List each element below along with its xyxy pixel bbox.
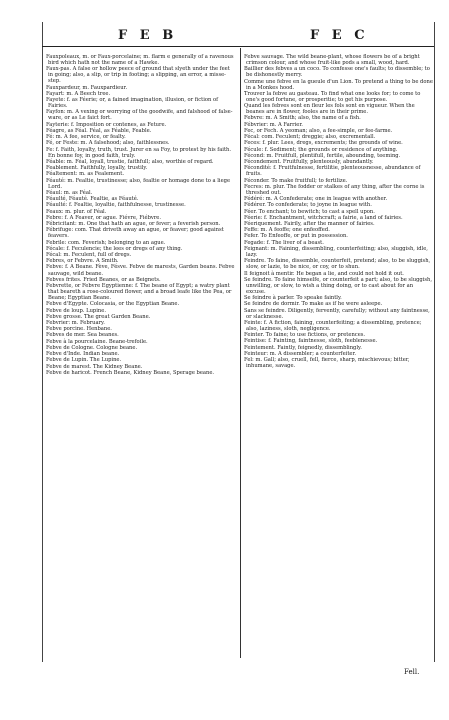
dictionary-entry: Faux-pas. A false or hollow peece of ground that slyeth under the feet in going; also, a slip, or trip in footing; a slipping, an error, a misse-step. bbox=[46, 66, 230, 85]
dictionary-entry: Fauxpardeur, m. Fauxpardieur. bbox=[46, 84, 128, 91]
dictionary-entry: Féaltement: m. as Fealement. bbox=[46, 171, 124, 178]
page-frame-right bbox=[434, 22, 435, 662]
dictionary-entry: Baillier des febves a un coco. To confesse one's faults; to dissemble; to be dishonestly merry. bbox=[244, 66, 430, 79]
dictionary-entry: Febve sauvage. The wild beane-plant, whose flowers be of a bright crimson colour, and whose fruit-like pods a small, wood, hard. bbox=[244, 54, 420, 67]
dictionary-entry: Feignant: m. Faining, dissembling, counterfeiting; also, sluggish, idle, lazy. bbox=[244, 245, 428, 258]
dictionary-entry: Febve d'Egypte. Colocasia, or the Egyptian Beane. bbox=[46, 301, 180, 308]
dictionary-entry: Feablement. Faithfully, loyally, trustily. bbox=[46, 165, 148, 172]
left-column bbox=[46, 54, 236, 376]
dictionary-entry: Fécale: f. Feculencie; the lees or dregs of any thing. bbox=[46, 245, 183, 252]
page-frame-left bbox=[42, 22, 43, 662]
dictionary-entry: Fébvrier: m. A Farrier. bbox=[244, 121, 303, 128]
dictionary-entry: Fécal: m. Feculent, full of dregs. bbox=[46, 252, 132, 258]
dictionary-entry: Fécondité: f. Fruitfulnesse, fertilitie, plenteousnesse, abundance of fruits. bbox=[244, 165, 421, 178]
dictionary-entry: Fayterie: f. Imposition or contenes, as Feture. bbox=[46, 121, 167, 128]
dictionary-entry: Fé: m. A fee, service, or fealty. bbox=[46, 134, 126, 141]
running-head-right: F E C bbox=[310, 28, 369, 43]
dictionary-entry: Feinter. To faine; to use fictions, or pretences. bbox=[244, 332, 366, 339]
dictionary-entry: Fécule: f. Sediment; the grounds or residence of anything. bbox=[244, 146, 398, 153]
dictionary-entry: Fegade: f. The liver of a beast. bbox=[244, 239, 324, 246]
dictionary-entry: Trouver la febve au gasteau. To find what one looks for; to come to one's good fortune, or prosperitie; to get his purpose. bbox=[244, 90, 421, 103]
dictionary-entry: Féerie: f. Enchantment, witchcraft; a fairie, a land of fairies. bbox=[244, 214, 403, 221]
dictionary-entry: Féaulté, Féauté. Fealtie, as Féauté. bbox=[46, 196, 139, 203]
dictionary-entry: Fédérer. To confederate; to joyne in league with. bbox=[244, 202, 372, 209]
dictionary-entry: Féauté: m. Fealtie, trustinesse; also, fealtie or homage done to a liege Lord. bbox=[46, 177, 231, 190]
dictionary-entry: Febvre: m. A Smith; also, the name of a fish. bbox=[244, 115, 361, 122]
dictionary-entry: Feaux: m. plur. of Féal. bbox=[46, 208, 107, 215]
dictionary-entry: Febrile: com. Feverish; belonging to an ague. bbox=[46, 239, 166, 246]
dictionary-entry: Fayete: f. as Féerie; or, a fained imagination, illusion, or fiction of Fairies. bbox=[46, 97, 219, 110]
dictionary-entry: Febve de loup. Lupine. bbox=[46, 307, 106, 314]
dictionary-entry: Febve de Cologne. Cologne beane. bbox=[46, 344, 138, 351]
dictionary-entry: Febve à la pourcelaine. Beane-trefoile. bbox=[46, 338, 148, 345]
dictionary-entry: Feffe: m. A feoffe; one enfeoffed. bbox=[244, 227, 330, 234]
dictionary-entry: Febves frites. Fried Beanes, or as Beignets. bbox=[46, 276, 161, 283]
dictionary-entry: Febve de marest. The Kidney Beane. bbox=[46, 363, 143, 370]
dictionary-entry: Feces: f. plur. Lees, dregs, excrements; the grounds of wine. bbox=[244, 140, 403, 147]
dictionary-entry: Quand les febves sont en fleur les fols sont en vigueur. When the beanes are in flower, fooles are in their prime. bbox=[244, 103, 415, 116]
dictionary-entry: Féconder. To make fruitfull; to fertilize. bbox=[244, 177, 348, 184]
dictionary-entry: Febve: f. A Beane. Fève, Fésve. Febve de marests, Garden beans. Febve sauvage, wild beane. bbox=[46, 264, 235, 277]
right-column bbox=[244, 54, 434, 369]
dictionary-entry: Febve de haricot. French Beane, Kidney Beane, Sperage beane. bbox=[46, 369, 215, 376]
dictionary-entry: Se feindre à parler. To speake faintly. bbox=[244, 295, 342, 302]
dictionary-entry: Féaul: m. as Féal. bbox=[46, 189, 93, 196]
dictionary-entry: Fébrifuge: com. That driveth away an ague, or feaver; good against feavers. bbox=[46, 227, 224, 240]
column-divider bbox=[240, 48, 241, 658]
dictionary-entry: Febve d'Inde. Indian beane. bbox=[46, 351, 120, 358]
dictionary-entry: Féaulté: f. Fealtie, loyaltie, faithfulnesse, trustinesse. bbox=[46, 202, 186, 209]
dictionary-entry: Fayfon: m. A vexing or worrying of the goodwife, and falshood of false-ware, or as Le faict fort. bbox=[46, 109, 233, 122]
dictionary-entry: Febve de Lupin. The Lupine. bbox=[46, 357, 122, 364]
dictionary-entry: Febre: f. A Feaver, or ague. Fiévre, Fiébvre. bbox=[46, 214, 162, 221]
dictionary-entry: Feintement. Faintly, feignedly, dissemblingly. bbox=[244, 344, 362, 351]
catchword: Fell. bbox=[404, 668, 420, 676]
dictionary-entry: Febres, or Febvre. A Smith. bbox=[46, 258, 119, 265]
dictionary-entry: Se feindre. To faine himselfe, or counterfeit a part; also, to be sluggish, unwilling, or slow, to wish a thing doing, or to cast about for an excuse. bbox=[244, 276, 433, 295]
dictionary-entry: Fé, or Feste: m. A falsehood; also, faithlessnes. bbox=[46, 140, 170, 147]
dictionary-entry: Fel: m. Gall; also, cruell, fell, fierce, sharp, mischievous; bitter, inhumane, savage. bbox=[244, 357, 410, 370]
dictionary-entry: Fec, or Fech. A yeoman; also, a fee-simple, or fee-farme. bbox=[244, 127, 393, 134]
dictionary-entry: Fécondement. Fruitfully, plenteously, abundantly. bbox=[244, 159, 374, 166]
dictionary-entry: Feinteur: m. A dissembler; a counterfeiter. bbox=[244, 350, 357, 357]
dictionary-entry: Comme une febve en la gueule d'un Lion. To pretend a thing to be done in a Monkes hood. bbox=[244, 78, 433, 91]
dictionary-entry: Febve grosse. The great Garden Beane. bbox=[46, 313, 151, 320]
dictionary-entry: Feinte: f. A fiction, faining, counterfeiting; a dissembling, pretence; also, laziness, sloth, negligence. bbox=[244, 319, 422, 332]
running-head-left: F E B bbox=[118, 28, 178, 43]
dictionary-entry: Fayart: m. A Beech tree. bbox=[46, 90, 111, 97]
dictionary-entry: Il feignoit à mentir. He began a lie, and could not hold it out. bbox=[244, 270, 404, 277]
dictionary-entry: Fécond: m. Fruitfull, plentifull, fertile, abounding, teeming. bbox=[244, 152, 401, 159]
dictionary-entry: Féable: m. Féal, loyall, trustie, faithfull; also, worthie of regard. bbox=[46, 158, 214, 165]
dictionary-entry: Sans se feindre. Diligently, fervently, carefully; without any faintnesse, or slacknesse. bbox=[244, 307, 430, 320]
dictionary-entry: Febvrier: m. February. bbox=[46, 320, 105, 327]
dictionary-entry: Fe: f. Faith, loyalty, truth, trust. Jurer en sa Foy, to protest by his faith. En bonne foy, in good faith, truly. bbox=[46, 146, 232, 159]
dictionary-entry: Feindre. To faine, dissemble, counterfeit, pretend; also, to be sluggish, slow, or lazie, to be nice, or coy, or to shun. bbox=[244, 258, 431, 271]
dictionary-entry: Fecres: m. plur. The fodder or stalkes of any thing, after the corne is threshed out. bbox=[244, 183, 425, 196]
dictionary-entry: Féer. To enchant; to bewitch; to cast a spell upon. bbox=[244, 208, 375, 215]
dictionary-entry: Feintise: f. Fainting, faintnesse, sloth, feeblenesse. bbox=[244, 338, 378, 345]
dictionary-entry: Se feindre de dormir. To make as if he were asleepe. bbox=[244, 301, 383, 308]
dictionary-entry: Fédéré: m. A Confederate; one in league with another. bbox=[244, 196, 388, 203]
dictionary-entry: Féeriquement. Fairily, after the manner of fairies. bbox=[244, 221, 375, 228]
header-rule bbox=[42, 46, 434, 47]
dictionary-entry: Fécal: com. Feculent; dreggie; also, excrementall. bbox=[244, 134, 376, 141]
dictionary-entry: Febve porcine. Henbane. bbox=[46, 326, 112, 333]
dictionary-entry: Fébricitant: m. One that hath an ague, or fever; a feverish person. bbox=[46, 221, 221, 228]
dictionary-entry: Féagre, as Féal. Féal, as Féable, Feable. bbox=[46, 127, 152, 134]
dictionary-entry: Febves de mer. Sea beanes. bbox=[46, 332, 119, 339]
dictionary-entry: Fauxpoleaux, m. or Faux-porcelaine; m. flarm e generally of a ravenous bird which hath not the name of a Hawke. bbox=[46, 54, 234, 67]
dictionary-entry: Fefer. To Enfeoffe, or put in possession. bbox=[244, 233, 348, 240]
dictionary-entry: Febvrette, or Febvre Egyptienne: f. The beane of Egypt; a watry plant that beareth a rose-coloured flower, and a broad leafe like the Pea, or Beane; Egyptian Beane. bbox=[46, 282, 232, 302]
